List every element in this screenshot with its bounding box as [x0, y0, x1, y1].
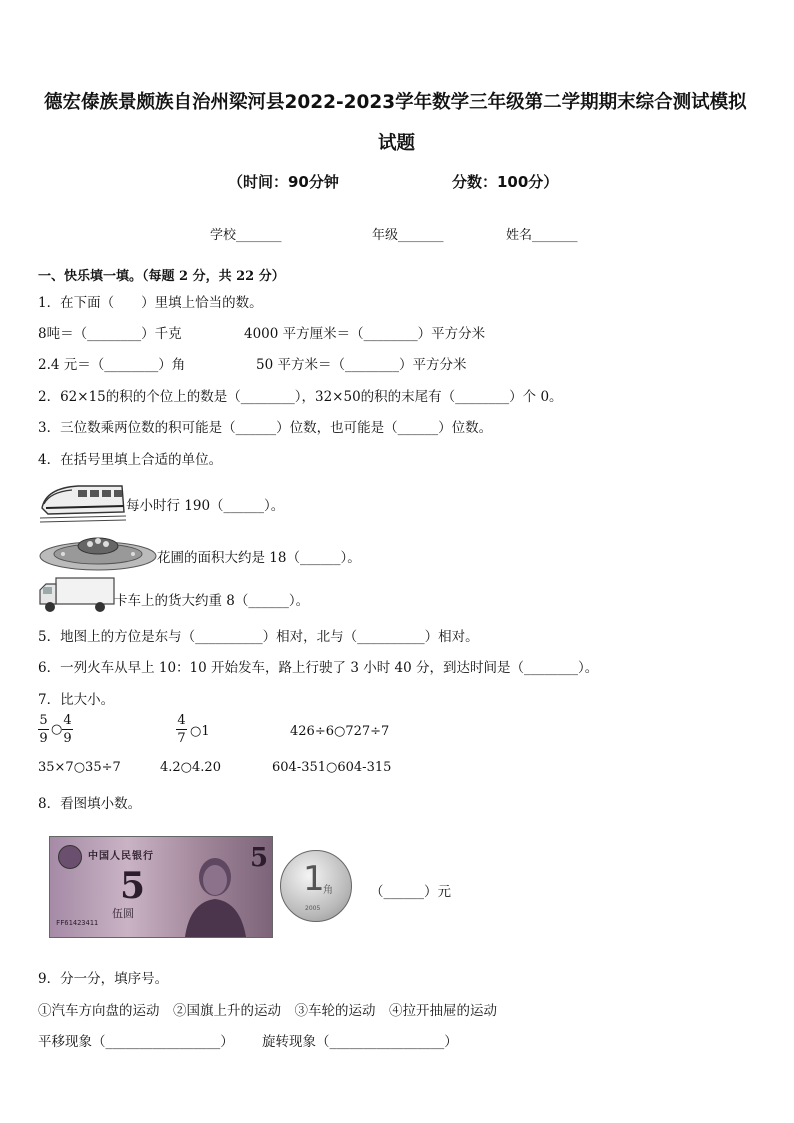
coin-year: 2005: [305, 905, 321, 912]
question-1-c: 2.4 元＝（________）角: [38, 357, 186, 373]
compare-circle[interactable]: ○: [51, 722, 63, 737]
school-field[interactable]: 学校_______: [210, 228, 282, 243]
banknote-serial: FF61423411: [56, 919, 99, 927]
question-6: 6．一列火车从早上 10：10 开始发车，路上行驶了 3 小时 40 分，到达时间是（________）。: [38, 660, 599, 676]
compare-decimals: 4.2○4.20: [160, 760, 221, 775]
question-5: 5．地图上的方位是东与（__________）相对，北与（__________）相对。: [38, 629, 479, 645]
question-3: 3．三位数乘两位数的积可能是（______）位数，也可能是（______）位数。: [38, 420, 493, 436]
compare-subtraction: 604-351○604-315: [272, 760, 392, 775]
name-field[interactable]: 姓名_______: [506, 228, 578, 243]
fraction-4-7: 4 7: [177, 713, 186, 746]
coin-value: 1: [303, 859, 325, 899]
banknote-5-yuan: [49, 836, 273, 938]
page-title-line2: 试题: [378, 133, 416, 154]
garden-image: [38, 532, 158, 572]
coin-unit: 角: [323, 885, 333, 896]
banknote-value-corner: 5: [250, 843, 269, 873]
compare-4-7-vs-1: ○1: [190, 724, 210, 739]
compare-multiply-divide: 35×7○35÷7: [38, 760, 121, 775]
banknote-text: 伍圆: [112, 907, 134, 920]
coin-1-jiao: [280, 850, 352, 922]
question-2: 2．62×15的积的个位上的数是（________），32×50的积的末尾有（________）个 0。: [38, 389, 563, 405]
banknote-value: 5: [120, 865, 146, 907]
question-9-rotation: 旋转现象（_________________）: [262, 1034, 458, 1050]
page-title-line1: 德宏傣族景颇族自治州梁河县2022-2023学年数学三年级第二学期期末综合测试模拟: [44, 92, 747, 113]
fraction-5-9: 5 9: [39, 713, 48, 746]
question-1-stem: 1．在下面（ ）里填上恰当的数。: [38, 295, 263, 311]
question-9-translation: 平移现象（_________________）: [38, 1034, 234, 1050]
question-4-garden: 花圃的面积大约是 18（______）。: [157, 550, 361, 566]
question-1-d: 50 平方米＝（________）平方分米: [256, 357, 467, 373]
question-4-stem: 4．在括号里填上合适的单位。: [38, 452, 223, 468]
question-9-options: ①汽车方向盘的运动 ②国旗上升的运动 ③车轮的运动 ④拉开抽屉的运动: [38, 1003, 497, 1019]
question-4-train: 每小时行 190（______）。: [126, 498, 285, 514]
section-heading: 一、快乐填一填。（每题 2 分，共 22 分）: [38, 269, 285, 284]
question-4-truck: 卡车上的货大约重 8（______）。: [114, 593, 310, 609]
question-7-stem: 7．比大小。: [38, 692, 115, 708]
question-1-a: 8吨＝（________）千克: [38, 326, 182, 342]
national-emblem-icon: [58, 845, 82, 869]
train-image: [38, 478, 128, 524]
question-9-stem: 9．分一分，填序号。: [38, 971, 169, 987]
question-8-stem: 8．看图填小数。: [38, 796, 142, 812]
question-8-answer: （______）元: [370, 884, 451, 900]
grade-field[interactable]: 年级_______: [372, 228, 444, 243]
exam-score: 分数：100分）: [452, 173, 559, 191]
truck-image: [38, 576, 118, 614]
question-1-b: 4000 平方厘米＝（________）平方分米: [244, 326, 486, 342]
exam-time: （时间：90分钟: [228, 173, 339, 191]
banknote-bank-name: 中国人民银行: [88, 851, 154, 862]
fraction-4-9: 4 9: [63, 713, 72, 746]
compare-division: 426÷6○727÷7: [290, 724, 390, 739]
portrait-image: [180, 847, 250, 937]
